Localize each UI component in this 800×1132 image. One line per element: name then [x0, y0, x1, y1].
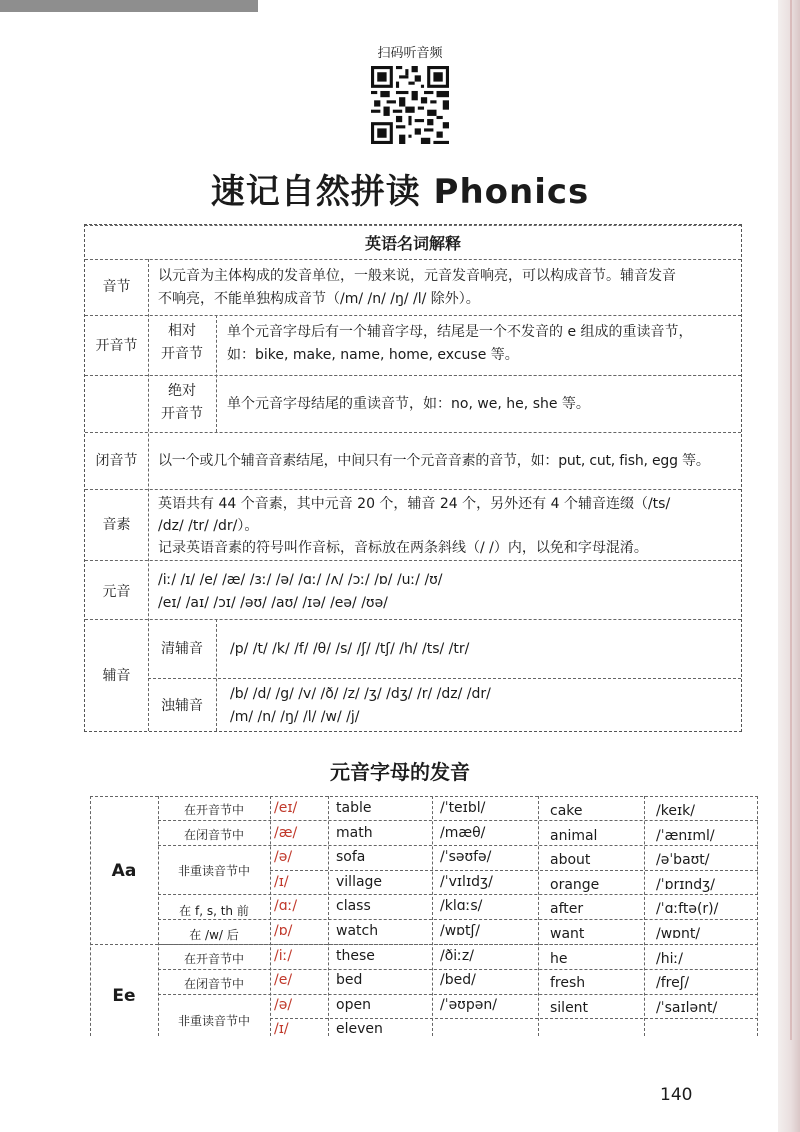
vowel-row-8-ipa1: /ˈəʊpən/	[440, 996, 497, 1013]
absolute-open-text: 单个元音字母结尾的重读音节，如：no, we, he, she 等。	[227, 396, 590, 412]
vowel-row-3-sound: /ɪ/	[274, 873, 289, 890]
vowel-row-1-sound: /æ/	[274, 824, 298, 841]
vowel-row-4-word1: class	[336, 898, 371, 915]
label-open-syllable: 开音节	[95, 338, 138, 354]
vowel-row-2-ipa2: /əˈbaʊt/	[656, 852, 710, 869]
vowel-row-7-ipa2: /freʃ/	[656, 975, 690, 992]
vowel-row-9-sound: /ɪ/	[274, 1021, 289, 1036]
phoneme-line2: /dz/ /tr/ /dr/）。	[158, 518, 259, 534]
vowel-row-6-ipa2: /hiː/	[656, 950, 683, 967]
vowel-row-7-word2: fresh	[550, 975, 586, 992]
vowel-row-2-word1: sofa	[336, 849, 366, 866]
label-syllable: 音节	[102, 279, 131, 295]
context-fsth: 在 f, s, th 前	[179, 904, 249, 918]
vowel-letter-table	[90, 796, 758, 1036]
letter-aa: Aa	[111, 861, 137, 881]
page-number: 140	[660, 1085, 693, 1105]
vowel-row-3-ipa1: /ˈvɪlɪdʒ/	[440, 873, 493, 890]
context-closed-e: 在闭音节中	[183, 977, 244, 991]
letter-ee: Ee	[112, 986, 136, 1006]
vowel-row-2-ipa1: /ˈsəʊfə/	[440, 849, 492, 866]
vowel-row-5-word2: want	[550, 926, 585, 942]
vowel-row-3-ipa2: /ˈɒrɪndʒ/	[656, 876, 715, 893]
context-closed-a: 在闭音节中	[183, 828, 244, 842]
voiced-line2: /m/ /n/ /ŋ/ /l/ /w/ /j/	[230, 709, 360, 725]
vowel-row-4-sound: /ɑː/	[274, 898, 298, 915]
label-voiceless: 清辅音	[161, 641, 203, 657]
label-relative-open-2: 开音节	[161, 346, 203, 362]
vowel-row-1-word1: math	[336, 824, 373, 841]
vowel-row-6-sound: /iː/	[274, 947, 293, 964]
label-voiced: 浊辅音	[161, 698, 203, 714]
qr-caption: 扫码听音频	[377, 46, 443, 61]
vowel-row-0-word2: cake	[550, 803, 583, 819]
phoneme-line3: 记录英语音素的符号叫作音标，音标放在两条斜线（/ /）内，以免和字母混淆。	[158, 540, 648, 556]
vowel-row-2-sound: /ə/	[274, 849, 293, 866]
vowel-row-2-word2: about	[550, 852, 591, 869]
vowel-row-9-word1: eleven	[336, 1021, 383, 1036]
vowel-row-8-word2: silent	[550, 999, 589, 1016]
vowel-row-4-ipa2: /ˈɑːftə(r)/	[656, 901, 719, 918]
page-title: 速记自然拼读 Phonics	[210, 172, 590, 212]
syllable-line2: 不响亮，不能单独构成音节（/m/ /n/ /ŋ/ /l/ 除外）。	[158, 291, 480, 307]
context-open-a: 在开音节中	[183, 803, 244, 817]
closed-syllable-text: 以一个或几个辅音音素结尾，中间只有一个元音音素的音节，如：put, cut, fish, egg 等。	[158, 453, 710, 469]
glossary-table	[84, 224, 742, 732]
context-unstressed-e: 非重读音节中	[177, 1014, 250, 1028]
vowel-row-4-word2: after	[550, 901, 584, 918]
vowel-row-0-ipa2: /keɪk/	[656, 803, 695, 819]
voiced-line1: /b/ /d/ /g/ /v/ /ð/ /z/ /ʒ/ /dʒ/ /r/ /dz/ /dr/	[230, 686, 491, 702]
syllable-line1: 以元音为主体构成的发音单位，一般来说，元音发音响亮，可以构成音节。辅音发音	[158, 268, 676, 284]
vowel-line2: /eɪ/ /aɪ/ /ɔɪ/ /əʊ/ /aʊ/ /ɪə/ /eə/ /ʊə/	[158, 595, 388, 611]
vowel-row-1-ipa1: /mæθ/	[440, 824, 486, 841]
vowel-line1: /iː/ /ɪ/ /e/ /æ/ /ɜː/ /ə/ /ɑː/ /ʌ/ /ɔː/ /ɒ/ /uː/ /ʊ/	[158, 572, 443, 588]
vowel-row-6-word1: these	[336, 947, 375, 964]
vowel-row-7-sound: /e/	[274, 972, 293, 989]
context-unstressed-a: 非重读音节中	[177, 864, 250, 878]
label-closed-syllable: 闭音节	[95, 453, 138, 469]
vowel-row-8-word1: open	[336, 996, 371, 1013]
vowel-row-4-ipa1: /klɑːs/	[440, 898, 483, 915]
relative-open-line1: 单个元音字母后有一个辅音字母，结尾是一个不发音的 e 组成的重读音节，	[227, 324, 693, 340]
vowel-row-5-sound: /ɒ/	[274, 923, 293, 939]
vowel-row-0-word1: table	[336, 800, 372, 816]
vowel-row-7-ipa1: /bed/	[440, 972, 476, 989]
context-open-e: 在开音节中	[183, 952, 244, 966]
label-vowel: 元音	[102, 584, 131, 600]
vowel-row-1-ipa2: /ˈænɪml/	[656, 827, 715, 844]
vowel-row-0-ipa1: /ˈteɪbl/	[440, 800, 486, 816]
context-after-w: 在 /w/ 后	[189, 928, 239, 942]
label-absolute-open-1: 绝对	[168, 383, 196, 399]
vowel-row-6-word2: he	[550, 950, 568, 967]
vowel-row-5-ipa1: /wɒtʃ/	[440, 923, 480, 939]
vowel-row-6-ipa1: /ðiːz/	[440, 947, 474, 964]
vowel-row-0-sound: /eɪ/	[274, 800, 298, 816]
vowel-row-7-word1: bed	[336, 972, 363, 989]
vowel-row-5-ipa2: /wɒnt/	[656, 926, 701, 942]
section-title-vowel-letters: 元音字母的发音	[330, 760, 470, 784]
relative-open-line2: 如：bike, make, name, home, excuse 等。	[227, 347, 519, 363]
vowel-row-8-ipa2: /ˈsaɪlənt/	[656, 999, 718, 1016]
vowel-row-1-word2: animal	[550, 827, 598, 844]
vowel-row-3-word2: orange	[550, 876, 600, 893]
label-relative-open-1: 相对	[168, 323, 196, 339]
vowel-row-3-word1: village	[336, 873, 383, 890]
label-absolute-open-2: 开音节	[161, 406, 203, 422]
qr-code-icon[interactable]	[371, 66, 449, 144]
phoneme-line1: 英语共有 44 个音素，其中元音 20 个，辅音 24 个，另外还有 4 个辅音连缀（/ts/	[158, 496, 671, 512]
glossary-heading: 英语名词解释	[364, 234, 461, 253]
label-phoneme: 音素	[102, 517, 131, 533]
vowel-row-5-word1: watch	[336, 923, 379, 939]
vowel-row-8-sound: /ə/	[274, 996, 293, 1013]
page-edge-line	[790, 0, 792, 1040]
top-edge-band	[0, 0, 258, 12]
voiceless-list: /p/ /t/ /k/ /f/ /θ/ /s/ /ʃ/ /tʃ/ /h/ /ts/ /tr/	[230, 641, 470, 657]
label-consonant: 辅音	[102, 668, 131, 684]
